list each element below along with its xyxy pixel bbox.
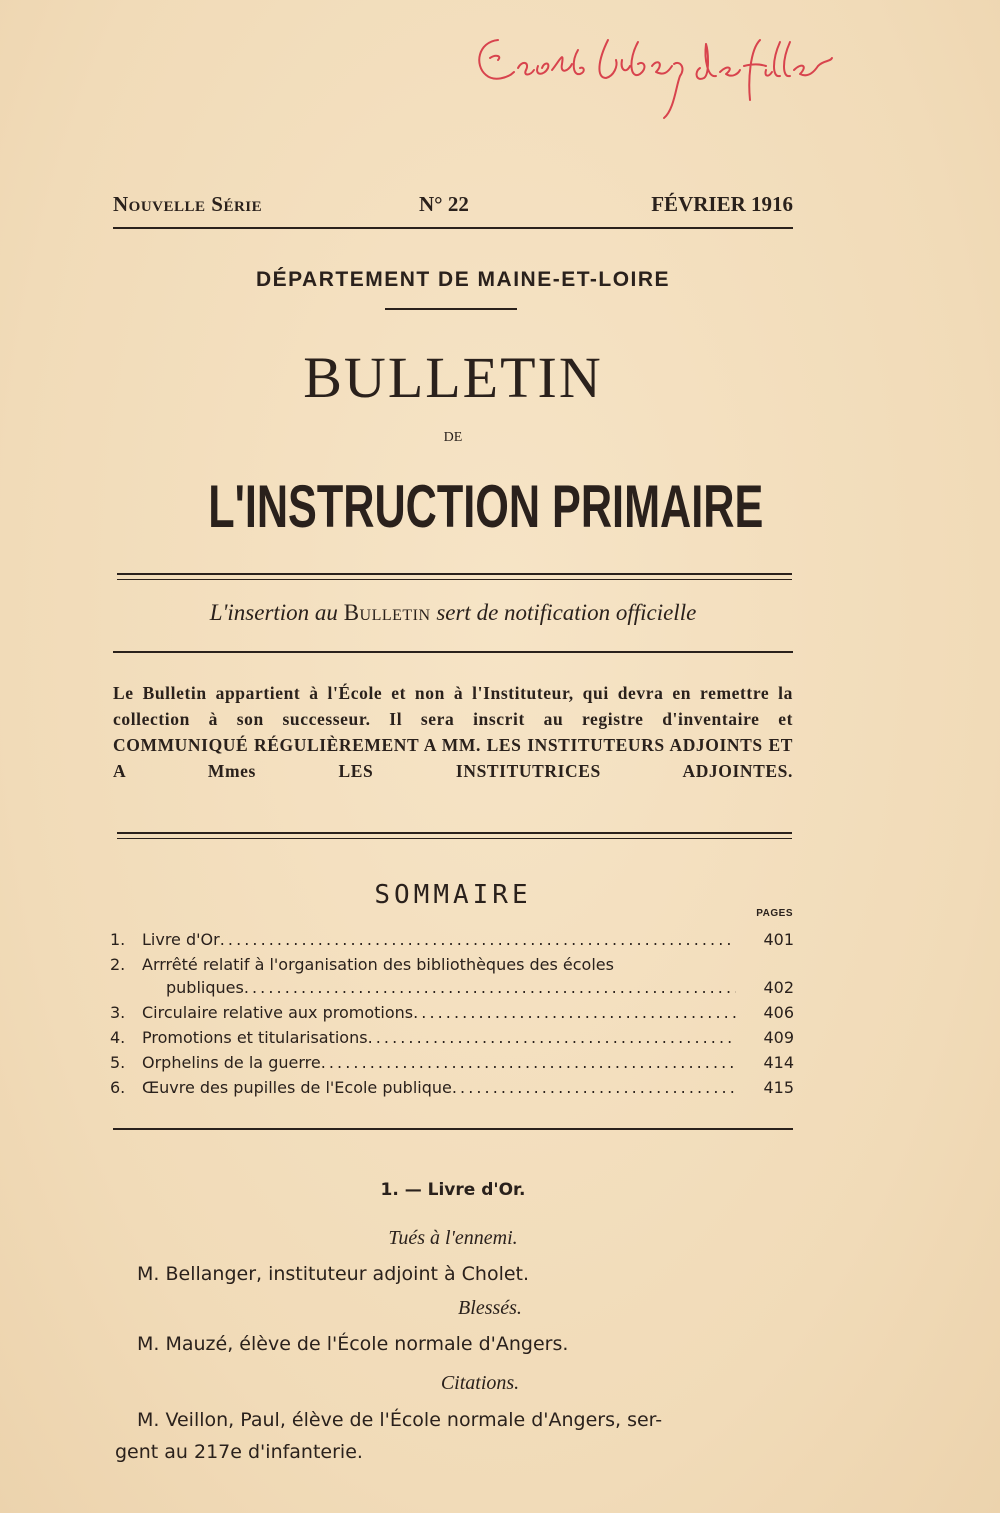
title-bulletin: BULLETIN: [303, 345, 603, 410]
toc-number: 5.: [110, 1053, 126, 1072]
wounded-entry: M. Mauzé, élève de l'École normale d'Angers.: [137, 1333, 569, 1355]
toc-number: 2.: [110, 955, 126, 974]
insertion-notice: [113, 600, 793, 626]
series-label: Nouvelle Série: [113, 192, 263, 216]
killed-heading: Tués à l'ennemi.: [388, 1227, 518, 1249]
killed-entry: M. Bellanger, instituteur adjoint à Cholet.: [137, 1263, 530, 1285]
header-rule: [113, 227, 793, 229]
handwritten-annotation: [468, 20, 848, 130]
toc-page: 406: [763, 1003, 794, 1022]
toc-number: 4.: [110, 1028, 126, 1047]
toc-item: [110, 1053, 794, 1077]
toc-item-continuation: [110, 978, 794, 1002]
wounded-heading: Blessés.: [458, 1297, 522, 1319]
toc-item: [110, 955, 794, 979]
toc-label: Livre d'Or: [142, 930, 220, 949]
insertion-rule: [113, 651, 793, 653]
toc-number: 6.: [110, 1078, 126, 1097]
toc-label: Circulaire relative aux promotions: [142, 1003, 414, 1022]
department-heading: DÉPARTEMENT DE MAINE-ET-LOIRE: [255, 268, 671, 291]
toc-label-line1: Arrrêté relatif à l'organisation des bibliothèques des écoles: [142, 955, 614, 974]
toc-item: [110, 1003, 794, 1027]
citations-heading: Citations.: [440, 1372, 520, 1394]
issue-date: FÉVRIER 1916: [651, 192, 793, 216]
insertion-part3: sert de notification officielle: [436, 600, 697, 625]
notice-rule-bottom: [117, 838, 792, 839]
toc-page: 409: [763, 1028, 794, 1047]
toc-label: Œuvre des pupilles de l'Ecole publique: [142, 1078, 452, 1097]
sommaire-rule: [113, 1128, 793, 1130]
toc-page: 415: [763, 1078, 794, 1097]
toc-label: Promotions et titularisations: [142, 1028, 368, 1047]
insertion-part2: Bulletin: [343, 600, 431, 625]
issue-number: N° 22: [419, 192, 469, 216]
issue-header: [113, 192, 793, 222]
toc-item: [110, 1078, 794, 1102]
toc-page: 414: [763, 1053, 794, 1072]
sommaire-title: SOMMAIRE: [374, 880, 532, 910]
toc-number: 3.: [110, 1003, 126, 1022]
title-main: L'INSTRUCTION PRIMAIRE: [208, 473, 764, 540]
ownership-notice: Le Bulletin appartient à l'École et non à l'Instituteur, qui devra en remettre la collection à son successeur. Il sera inscrit au registre d'inventaire et COMMUNIQUÉ RÉGULIÈREMENT A MM. LES INSTITUTEURS ADJOINTS ET A Mmes LES INSTITUTRICES ADJOINTES.: [113, 683, 793, 781]
title-rule-top: [117, 573, 792, 575]
section-title: 1. — Livre d'Or.: [380, 1180, 526, 1200]
title-rule-bottom: [117, 579, 792, 580]
insertion-part1: L'insertion au: [209, 600, 338, 625]
notice-rule-top: [117, 832, 792, 834]
department-rule: [385, 308, 517, 310]
title-connector: DE: [443, 430, 463, 445]
pages-label: PAGES: [756, 908, 793, 919]
toc-page: 401: [763, 930, 794, 949]
citation-line1: M. Veillon, Paul, élève de l'École normale d'Angers, ser-: [137, 1409, 663, 1431]
toc-item: [110, 1028, 794, 1052]
toc-number: 1.: [110, 930, 126, 949]
toc-item: [110, 930, 794, 954]
citation-line2: gent au 217e d'infanterie.: [115, 1441, 363, 1463]
toc-label: Orphelins de la guerre: [142, 1053, 321, 1072]
toc-label: publiques: [166, 978, 244, 997]
toc-page: 402: [763, 978, 794, 997]
